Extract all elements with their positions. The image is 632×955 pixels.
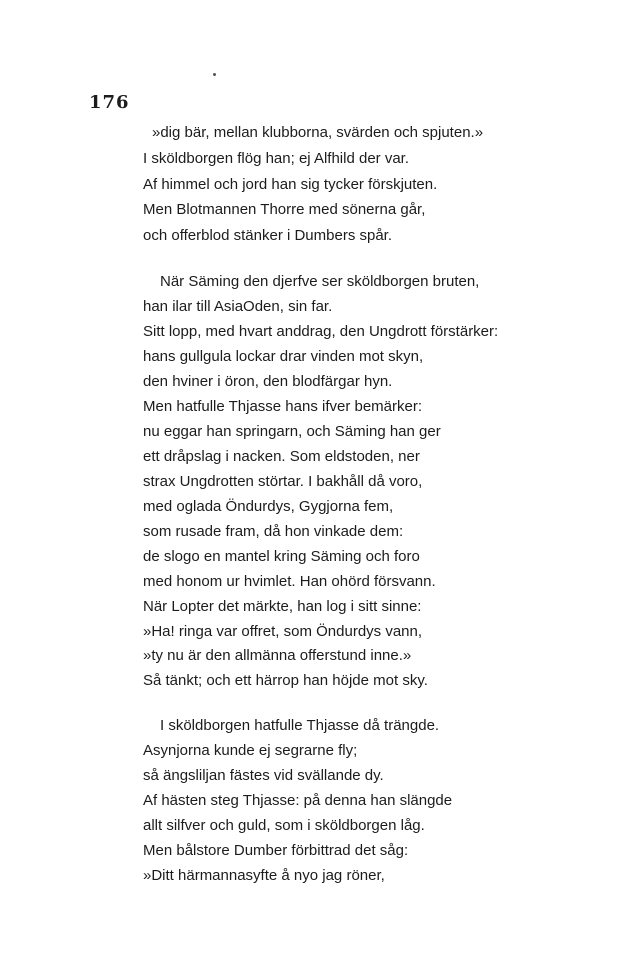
poem-line: som rusade fram, då hon vinkade dem: [143,523,404,540]
poem-line: så ängsliljan fästes vid svällande dy. [143,767,384,784]
poem-line: de slogo en mantel kring Säming och foro [143,548,420,565]
poem-line: allt silfver och guld, som i sköldborgen låg. [143,817,425,834]
poem-line: Af hästen steg Thjasse: på denna han slängde [143,792,453,809]
poem-line: Af himmel och jord han sig tycker förskjuten. [143,176,438,193]
poem-line: han ilar till AsiaOden, sin far. [143,298,333,315]
poem-line: Men Blotmannen Thorre med sönerna går, [143,201,426,218]
poem-line: nu eggar han springarn, och Säming han ger [143,423,441,440]
poem-line: Så tänkt; och ett härrop han höjde mot sky. [143,672,428,689]
poem-line: med honom ur hvimlet. Han ohörd försvann. [143,573,436,590]
poem-line: Sitt lopp, med hvart anddrag, den Ungdrott förstärker: [143,323,499,340]
print-speck [213,73,216,76]
page-number: 176 [89,92,130,113]
poem-line: »ty nu är den allmänna offerstund inne.» [143,647,412,664]
poem-line: den hviner i öron, den blodfärgar hyn. [143,373,393,390]
poem-line: med oglada Öndurdys, Gygjorna fem, [143,498,394,515]
poem-line: strax Ungdrotten störtar. I bakhåll då voro, [143,473,423,490]
poem-line: och offerblod stänker i Dumbers spår. [143,227,393,244]
poem-line: När Säming den djerfve ser sköldborgen bruten, [160,273,480,290]
poem-line: hans gullgula lockar drar vinden mot skyn, [143,348,424,365]
poem-line: »dig bär, mellan klubborna, svärden och spjuten.» [152,124,484,141]
poem-line: Men bålstore Dumber förbittrad det såg: [143,842,409,859]
poem-line: »Ha! ringa var offret, som Öndurdys vann, [143,623,423,640]
poem-line: Men hatfulle Thjasse hans ifver bemärker: [143,398,423,415]
poem-line: När Lopter det märkte, han log i sitt sinne: [143,598,422,615]
poem-line: I sköldborgen flög han; ej Alfhild der var. [143,150,410,167]
poem-line: ett dråpslag i nacken. Som eldstoden, ner [143,448,420,465]
poem-line: »Ditt härmannasyfte å nyo jag röner, [143,867,385,884]
poem-line: I sköldborgen hatfulle Thjasse då trängde. [160,717,440,734]
poem-line: Asynjorna kunde ej segrarne fly; [143,742,358,759]
